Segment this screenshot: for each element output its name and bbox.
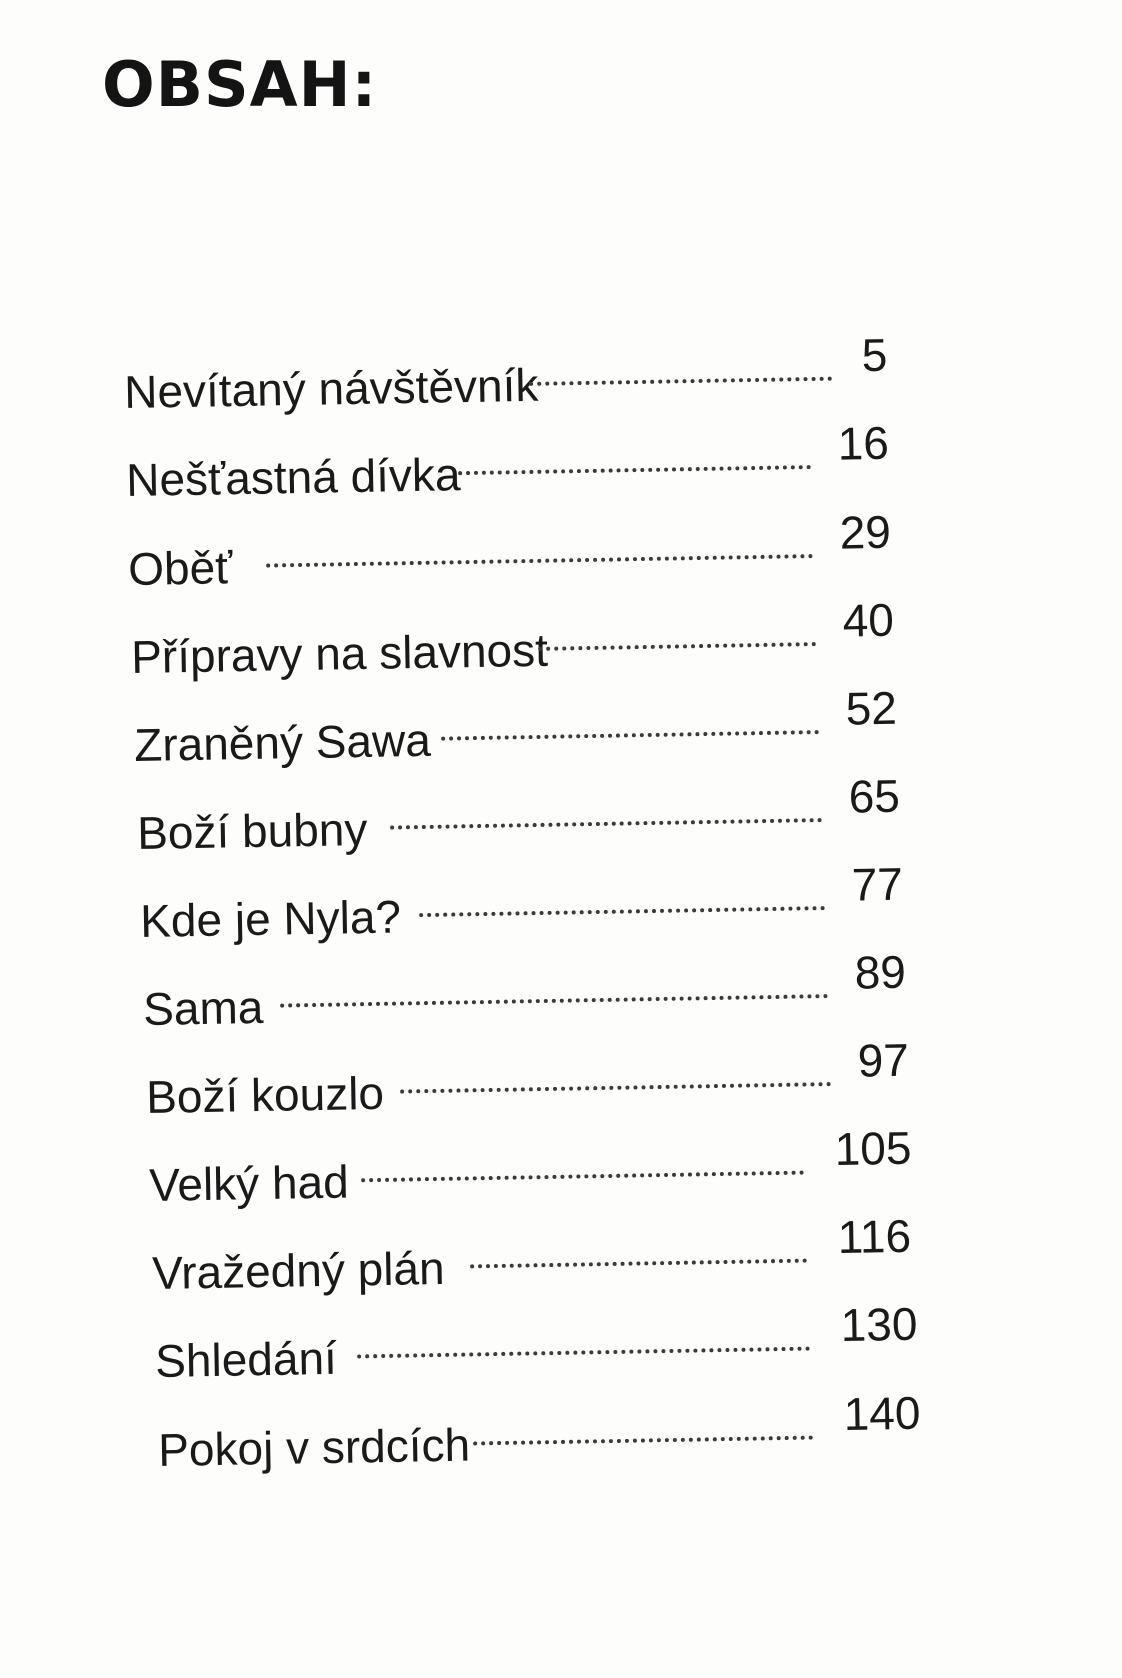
toc-entry-title: Velký had	[148, 1155, 350, 1211]
toc-entry-title: Nešťastná dívka	[125, 448, 461, 506]
toc-entry	[157, 1386, 921, 1476]
toc-entry-page-number: 89	[854, 945, 907, 999]
toc-entry-title: Nevítaný návštěvník	[123, 358, 539, 418]
toc-entry-page-number: 5	[861, 328, 888, 382]
toc-entry-page-number: 130	[840, 1297, 918, 1352]
toc-entry-page-number: 52	[845, 681, 898, 735]
toc-dot-leader	[266, 544, 813, 568]
toc-entry	[133, 681, 898, 771]
toc-entry	[145, 1033, 910, 1123]
toc-entry-title: Kde je Nyla?	[139, 890, 402, 947]
toc-dot-leader	[470, 1249, 807, 1269]
toc-entry-page-number: 29	[839, 505, 892, 559]
toc-dot-leader	[280, 984, 828, 1008]
toc-entry	[136, 769, 901, 859]
contents-heading: OBSAH:	[102, 48, 378, 121]
toc-entry	[142, 945, 907, 1035]
toc-entry-page-number: 116	[837, 1209, 912, 1264]
toc-dot-leader	[538, 632, 816, 651]
toc-entry	[130, 593, 895, 683]
toc-entry	[154, 1297, 918, 1387]
toc-entry-page-number: 77	[851, 857, 904, 911]
toc-entry-title: Sama	[142, 980, 264, 1035]
toc-dot-leader	[390, 808, 822, 830]
toc-entry	[123, 328, 888, 418]
toc-entry-title: Boží kouzlo	[145, 1066, 385, 1123]
toc-entry	[139, 857, 904, 947]
toc-entry-page-number: 140	[843, 1386, 921, 1441]
toc-entry-title: Oběť	[127, 541, 233, 595]
toc-entry-page-number: 40	[842, 593, 895, 647]
toc-entry-title: Vražedný plán	[151, 1241, 445, 1299]
toc-dot-leader	[419, 896, 825, 917]
toc-dot-leader	[473, 1426, 813, 1446]
toc-entry-title: Zraněný Sawa	[133, 713, 432, 771]
toc-dot-leader	[441, 720, 819, 741]
toc-entry-title: Shledání	[154, 1331, 338, 1387]
toc-dot-leader	[529, 367, 832, 386]
toc-entry-title: Přípravy na slavnost	[130, 623, 549, 683]
toc-dot-leader	[458, 455, 811, 475]
toc-dot-leader	[361, 1161, 804, 1183]
toc-entry	[127, 505, 892, 595]
toc-entry-page-number: 105	[834, 1121, 912, 1176]
toc-entry	[151, 1209, 912, 1299]
toc-entry	[148, 1121, 912, 1211]
toc-entry-page-number: 16	[837, 416, 890, 470]
toc-entry	[125, 416, 890, 506]
toc-entry-title: Boží bubny	[136, 802, 368, 859]
toc-entry-page-number: 97	[857, 1033, 910, 1087]
toc-entry-page-number: 65	[848, 769, 901, 823]
toc-entry-title: Pokoj v srdcích	[157, 1418, 471, 1476]
toc-dot-leader	[357, 1337, 810, 1359]
toc-dot-leader	[400, 1072, 831, 1094]
